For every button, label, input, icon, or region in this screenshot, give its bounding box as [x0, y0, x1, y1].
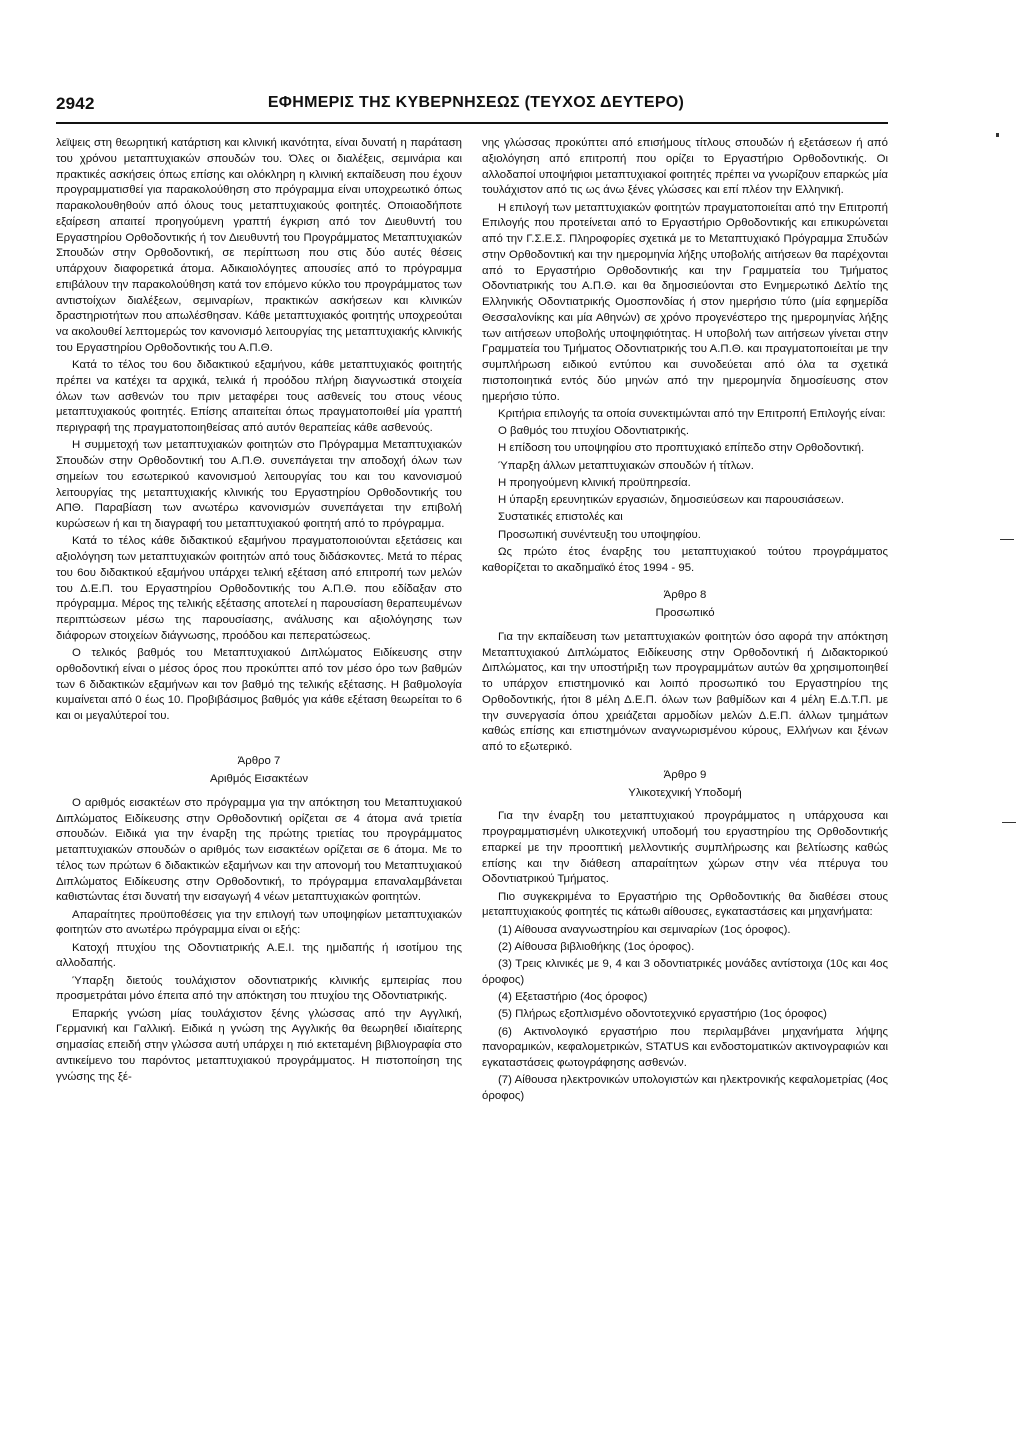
paragraph: Η επιλογή των μεταπτυχιακών φοιτητών πραγματοποιείται από την Επιτροπή Επιλογής που προτείνεται από το Εργαστήριο Ορθοδοντικής και επικυρώνεται από την Γ.Σ.Ε.Σ. Πληροφορίες σχετικά με το Μεταπτυχιακό Πρόγραμμα Σπυδών στην Ορθοδοντική και την ημερομηνία λήξης υποβολής αιτήσεων θα παρέχονται από το Εργαστήριο Ορθοδοντικής και την Γραμματεία του Τμήματος Οδοντιατρικής του Α.Π.Θ. και θα δημοσιεύονται στο Ενημερωτικό Δελτίο της Ελληνικής Οδοντιατρικής Ομοσπονδίας ή στον ημερήσιο τύπο (μία εφημερίδα Θεσσαλονίκης και μία Αθηνών) σε χρόνο προγενέστερο της ημερομηνίας λήξης των αιτήσεων υποβολής υποψηφιότητας. Η υποβολή των αιτήσεων γίνεται στην Γραμματεία του Τμήματος Οδοντιατρικής του Α.Π.Θ. και πραγματοποιείται με την συμπλήρωση ειδικού εντύπου και συνοδεύεται από όλα τα σχετικά πιστοποιητικά εντός δύο μηνών από την ημερομηνία δημοσίευσης στον ημερήσιο τύπο.	[482, 201, 888, 403]
criteria-item: Συστατικές επιστολές και	[498, 511, 623, 524]
facility-item: (7) Αίθουσα ηλεκτρονικών υπολογιστών και ηλεκτρονικής κεφαλομετρίας (4ος όροφος)	[482, 1074, 888, 1102]
paragraph: Κριτήρια επιλογής τα οποία συνεκτιμώνται από την Επιτροπή Επιλογής είναι:	[498, 407, 886, 420]
criteria-item: Η ύπαρξη ερευνητικών εργασιών, δημοσιεύσεων και παρουσιάσεων.	[498, 494, 845, 506]
article-7-title: Αριθμός Εισακτέων	[209, 773, 309, 785]
page-header	[56, 94, 888, 124]
facility-item: (3) Τρεις κλινικές με 9, 4 και 3 οδοντιατρικές μονάδες αντίστοιχα (10ς και 4ος όροφος)	[482, 958, 888, 986]
spacer	[56, 726, 462, 742]
facility-item: (2) Αίθουσα βιβλιοθήκης (1ος όροφος).	[498, 940, 695, 953]
article-8-heading: Άρθρο 8	[663, 589, 707, 602]
margin-dash	[1000, 539, 1014, 540]
paragraph: Επαρκής γνώση μίας τουλάχιστον ξένης γλώσσας από την Αγγλική, Γερμανική και Γαλλική. Ειδικά η γνώση της Αγγλικής θα θεωρηθεί ιδιαίτερης σημασίας επειδή στην γλώσσα αυτή υπάρχει η πιό εκτεταμένη βιβλιογραφία στο αντικείμενο του παρόντος μεταπτυχιακού προγράμματος. Η πιστοποίηση της γνώσης της ξέ-	[56, 1007, 462, 1083]
article-7-heading: Άρθρο 7	[237, 755, 281, 768]
criteria-item: Ο βαθμός του πτυχίου Οδοντιατρικής.	[498, 425, 689, 437]
paragraph: Η συμμετοχή των μεταπτυχιακών φοιτητών στο Πρόγραμμα Μεταπτυχιακών Σπουδών στην Ορθοδοντική του Α.Π.Θ. συνεπάγεται την αποδοχή όλων των σημείων του εσωτερικού κανονισμού λειτουργίας του και του κανονισμού λειτουργίας της μεταπτυχιακής κλινικής του Εργαστηρίου Ορθοδοντικής του ΑΠΘ. Παραβίαση των ανωτέρω κανονισμών συνεπάγεται την επιβολή κυρώσεων ή και τη διαγραφή του μεταπτυχιακού φοιτητή από το πρόγραμμα.	[56, 439, 462, 530]
criteria-item: Η προηγούμενη κλινική προϋπηρεσία.	[498, 476, 691, 489]
right-column	[482, 136, 888, 1106]
paragraph: Πιο συγκεκριμένα το Εργαστήριο της Ορθοδοντικής θα διαθέσει στους μεταπτυχιακούς φοιτητές τις κάτωθι αίθουσες, εγκαταστάσεις και μηχανήματα:	[482, 890, 888, 919]
article-9-heading: Άρθρο 9	[663, 768, 707, 781]
left-column	[56, 136, 462, 1087]
paragraph: Ως πρώτο έτος έναρξης του μεταπτυχιακού τούτου προγράμματος καθορίζεται το ακαδημαϊκό έτος 1994 - 95.	[482, 545, 888, 574]
paragraph: Κατά το τέλος κάθε διδακτικού εξαμήνου πραγματοποιούνται εξετάσεις και αξιολόγηση των μεταπτυχιακών φοιτητών από τους διδάσκοντες. Μετά το πέρας του 6ου διδακτικού εξαμήνου υπάρχει τελική εξέταση από επιτροπή των μελών του Δ.Ε.Π. του Εργαστηρίου Ορθοδοντικής του Α.Π.Θ. που εδίδαξαν στο πρόγραμμα. Μέρος της τελικής εξέτασης αποτελεί η παρουσίαση θεραπευμένων περιπτώσεων μέσω της παρουσίασης, ανάλυσης και αξιολόγησης των διάφορων στοιχείων διάγνωσης, προόδου και πεπερατώσεως.	[56, 535, 462, 642]
paragraph: Κατά το τέλος του 6ου διδακτικού εξαμήνου, κάθε μεταπτυχιακός φοιτητής πρέπει να κατέχει τα αρχικά, τελικά ή προόδου πλήρη διαγνωστικά στοιχεία όλων των ασθενών του πριν μεταφέρει τους ασθενείς του στους νέους μεταπτυχιακούς φοιτητές. Επίσης απαιτείται όπως πραγματοποιθεί μία γραπτή περιγραφή της πραγματοποιηθείσας από αυτόν θεραπείας κάθε ασθενούς.	[56, 359, 462, 434]
paragraph: Για την έναρξη του μεταπτυχιακού προγράμματος η υπάρχουσα και προγραμματισμένη υλικοτεχνική υποδομή του εργαστηρίου της Ορθοδοντικής επαρκεί με την προοπτική μελλοντικής συμπλήρωσης και βελτίωσης καθώς επίσης και την διάθεση απαραίτητων χώρων στην νέα πτέρυγα του Οδοντιατρικού Τμήματος.	[482, 810, 888, 886]
criteria-item: Η επίδοση του υποψηφίου στο προπτυχιακό επίπεδο στην Ορθοδοντική.	[498, 442, 865, 455]
paragraph: λεϊψεις στη θεωρητική κατάρτιση και κλινική ικανότητα, είναι δυνατή η παράταση του χρόνου μεταπτυχιακών σπουδών του. Όλες οι διαλέξεις, σεμινάρια και πρακτικές ασκήσεις όπως επίσης και ολόκληρη η κλινική εκπαίδευση που έχουν προγραμματισθεί για παρακολούθηση στο πρόγραμμα είναι υποχρεωτικό όπως παρακολουθηθούν από όλους τους μεταπτυχιακούς φοιτητές. Οποιαοδήποτε εξαίρεση απαιτεί προηγούμενη γραπτή έγκριση από τον Διευθυντή του Εργαστηρίου Ορθοδοντικής ή τον Διευθυντή του Προγράμματος Μεταπτυχιακών Σπουδών στην Ορθοδοντική, σε περίπτωση που στις δύο αυτές θέσεις υπάρχουν διαφορετικά άτομα. Αδικαιολόγητες απουσίες από το πρόγραμμα επιβάλουν την παρακολούθηση κατά τον επόμενο κύκλο του προγράμματος των αντιστοίχων διαλέξεων, σεμιναρίων, πρακτικών ασκήσεων και κλινικών δραστηριοτήτων που απωλέσθησαν. Κάθε μεταπτυχιακός φοιτητής υποχρεούται να ακολουθεί λεπτομερώς τον κανονισμό λειτουργίας της μεταπτυχιακής κλινικής του Εργαστηρίου Ορθοδοντικής του Α.Π.Θ.	[56, 137, 462, 354]
article-9-title: Υλικοτεχνική Υποδομή	[628, 786, 742, 799]
facility-item: (5) Πλήρως εξοπλισμένο οδοντοτεχνικό εργαστήριο (1ος όροφος)	[498, 1008, 827, 1021]
paragraph: νης γλώσσας προκύπτει από επισήμους τίτλους σπουδών ή εξετάσεων ή από αξιολόγηση από επιτροπή που ορίζει το Εργαστήριο Ορθοδοντικής. Οι αλλοδαποί υποψήφιοι μεταπτυχιακοί φοιτητές πρέπει να γνωρίζουν επαρκώς μία τουλάχιστον από τις ως άνω ξένες γλώσσες και επί πλέον την Ελληνική.	[482, 137, 888, 197]
running-title: ΕΦΗΜΕΡΙΣ ΤΗΣ ΚΥΒΕΡΝΗΣΕΩΣ (ΤΕΥΧΟΣ ΔΕΥΤΕΡΟ)	[267, 94, 685, 111]
paragraph: Ύπαρξη διετούς τουλάχιστον οδοντιατρικής κλινικής εμπειρίας που προσμετράται μόνο έπειτα από την απόκτηση του πτυχίου της Οδοντιατρικής.	[56, 974, 462, 1003]
facility-item: (4) Εξεταστήριο (4ος όροφος)	[498, 991, 648, 1003]
criteria-item: Ύπαρξη άλλων μεταπτυχιακών σπουδών ή τίτλων.	[498, 459, 754, 472]
paragraph: Ο τελικός βαθμός του Μεταπτυχιακού Διπλώματος Ειδίκευσης στην ορθοδοντική είναι ο μέσος όρος που προκύπτει από τον μέσο όρο των βαθμών των 6 διδακτικών εξαμήνων και τον βαθμό της τελικής εξέτασης. Η βαθμολογία κυμαίνεται από 0 έως 10. Προβιβάσιμος βαθμός για κάθε εξέταση θεωρείται το 6 και οι μεγαλύτεροί του.	[56, 647, 462, 722]
margin-speck	[996, 133, 999, 137]
paragraph: Για την εκπαίδευση των μεταπτυχιακών φοιτητών όσο αφορά την απόκτηση Μεταπτυχιακού Διπλώματος Ειδίκευσης στην Ορθοδοντική ή Διδακτορικού Διπλώματος, και την υποστήριξη των προγραμμάτων αυτών θα χρησιμοποιηθεί το υπάρχον επιστημονικό και λοιπό προσωπικό του Εργαστηρίου της Ορθοδοντικής, ήτοι 8 μέλη Δ.Ε.Π. όλων των βαθμίδων και 4 μέλη Ε.Δ.Τ.Π. με την συνεργασία όπου χρειάζεται αρμοδίων μελών Δ.Ε.Π. άλλων τμημάτων καθώς επίσης και επιστημόνων αναγνωρισμένου κύρους, Ελλήνων και ξένων από το εξωτερικό.	[482, 630, 888, 753]
article-8-title: Προσωπικό	[655, 607, 715, 619]
page-number: 2942	[56, 94, 95, 113]
criteria-item: Προσωπική συνέντευξη του υποψηφίου.	[498, 528, 701, 541]
facility-item: (1) Αίθουσα αναγνωστηρίου και σεμιναρίων (1ος όροφος).	[498, 923, 791, 936]
paragraph: Απαραίτητες προϋποθέσεις για την επιλογή των υποψηφίων μεταπτυχιακών φοιτητών στο ανωτέρω πρόγραμμα είναι οι εξής:	[56, 908, 462, 937]
paragraph: Ο αριθμός εισακτέων στο πρόγραμμα για την απόκτηση του Μεταπτυχιακού Διπλώματος Ειδίκευσης στην Ορθοδοντική ορίζεται σε 4 άτομα ανά τριετία σπουδών. Ειδικά για την έναρξη της πρώτης τριετίας του προγράμματος μεταπτυχιακών σπουδών ο αριθμός των εισακτέων ορίζεται σε 6 άτομα. Με το τέλος των πρώτων 6 διδακτικών εξαμήνων και την απονομή του Μεταπτυχιακού Διπλώματος Ειδίκευσης στην Ορθοδοντική, το πρόγραμμα επαναλαμβάνεται καθιστώντας έτσι δυνατή την εισαγωγή 4 νέων μεταπτυχιακών φοιτητών.	[56, 796, 462, 904]
facility-item: (6) Ακτινολογικό εργαστήριο που περιλαμβάνει μηχανήματα λήψης πανοραμικών, κεφαλομετρικών, STATUS και ενδοστοματικών ακτινογραφιών και εγκαταστάσεις φωτογράφησης ασθενών.	[482, 1025, 888, 1069]
margin-dash	[1002, 822, 1016, 823]
paragraph: Κατοχή πτυχίου της Οδοντιατρικής Α.Ε.Ι. της ημιδαπής ή ισοτίμου της αλλοδαπής.	[56, 941, 462, 970]
